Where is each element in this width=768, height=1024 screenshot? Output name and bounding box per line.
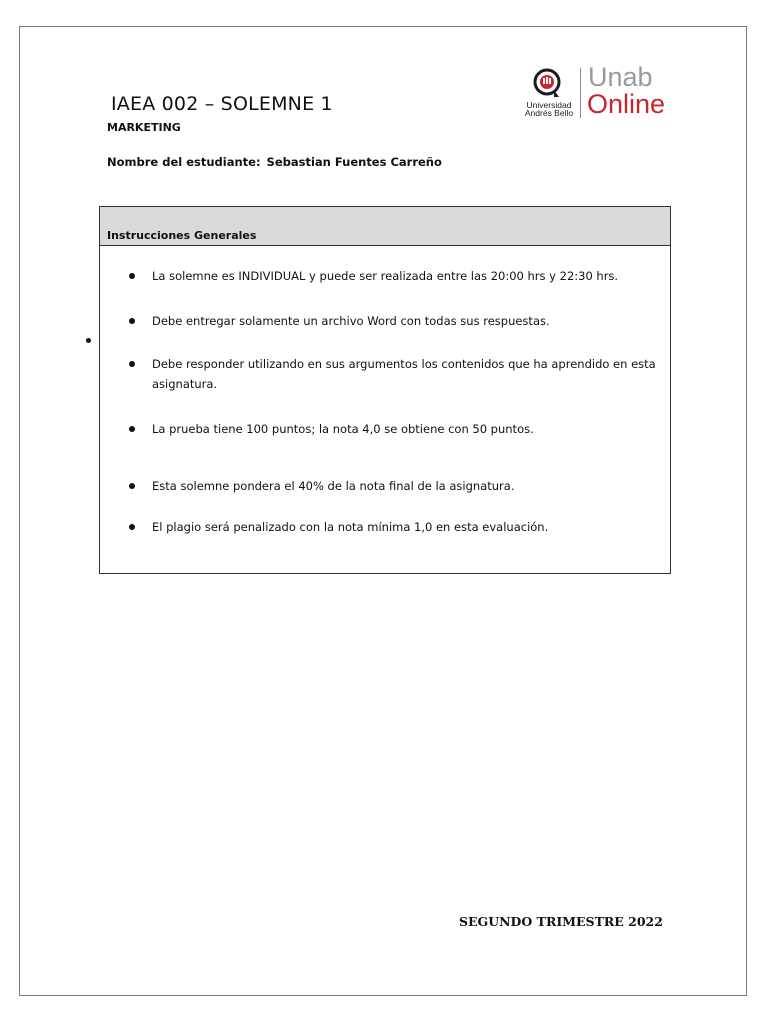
student-line <box>107 155 442 169</box>
document-title: IAEA 002 – SOLEMNE 1 <box>111 93 333 115</box>
bullet-icon <box>129 318 135 324</box>
instruction-item: La solemne es INDIVIDUAL y puede ser realizada entre las 20:00 hrs y 22:30 hrs. <box>152 269 619 283</box>
logo-university-text: Universidad Andrés Bello <box>524 100 574 118</box>
instruction-item: La prueba tiene 100 puntos; la nota 4,0 se obtiene con 50 puntos. <box>152 422 534 436</box>
instructions-box <box>99 206 671 574</box>
student-name: Sebastian Fuentes Carreño <box>266 155 442 169</box>
stray-bullet <box>86 338 91 343</box>
university-emblem-icon <box>532 68 562 100</box>
unab-online-logo <box>522 62 672 122</box>
instructions-header <box>100 207 670 246</box>
bullet-icon <box>129 483 135 489</box>
logo-online-text: Online <box>587 89 666 119</box>
instruction-item: Debe entregar solamente un archivo Word con todas sus respuestas. <box>152 314 550 328</box>
logo-unab-text: Unab <box>588 62 653 92</box>
bullet-icon <box>129 426 135 432</box>
instruction-item: El plagio será penalizado con la nota mínima 1,0 en esta evaluación. <box>152 520 549 534</box>
instructions-header-title: Instrucciones Generales <box>107 229 257 242</box>
instruction-item: Debe responder utilizando en sus argumentos los contenidos que ha aprendido en esta asignatura. <box>152 357 656 391</box>
instruction-item: Esta solemne pondera el 40% de la nota final de la asignatura. <box>152 479 515 493</box>
student-name-label: Nombre del estudiante: <box>107 155 261 169</box>
logo-divider <box>580 68 581 118</box>
bullet-icon <box>129 524 135 530</box>
subject-label: MARKETING <box>107 121 181 134</box>
term-footer: SEGUNDO TRIMESTRE 2022 <box>459 914 663 929</box>
bullet-icon <box>129 361 135 367</box>
bullet-icon <box>129 273 135 279</box>
